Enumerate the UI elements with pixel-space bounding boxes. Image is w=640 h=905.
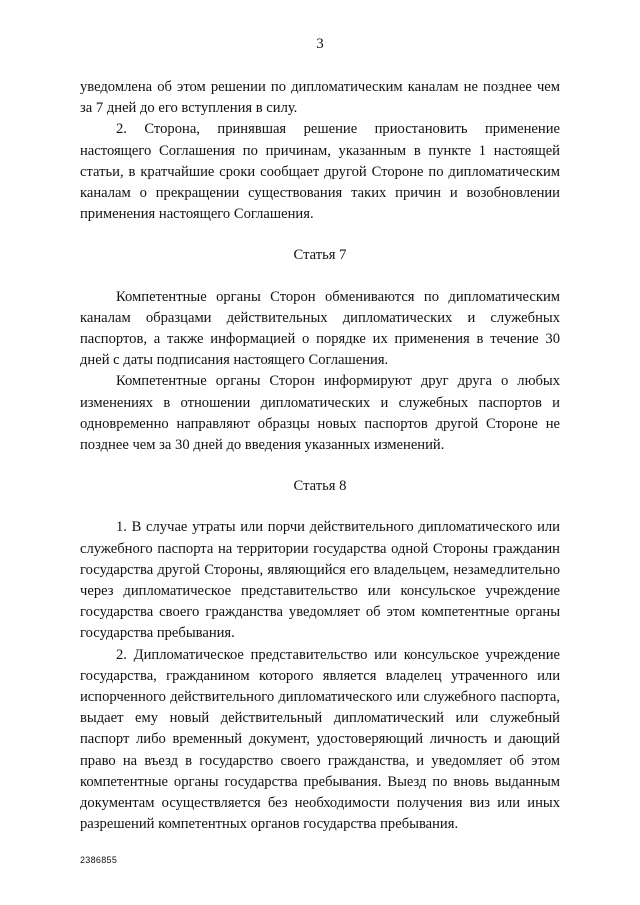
document-code: 2386855 [80, 855, 118, 865]
article-8-point-2: 2. Дипломатическое представительство или консульское учреждение государства, гражданином которого является владелец утраченного или испорченного действительного дипломатического или служебного паспорта, выдает ему новый действительный дипломатический или служебный паспорт либо временный документ, удостоверяющий личность и дающий право на въезд в государство своего гражданства, и уведомляет об этом компетентные органы государства пребывания. Выезд по вновь выданным документам осуществляется без необходимости получения виз или иных разрешений компетентных органов государства пребывания. [80, 646, 560, 833]
article-7-heading: Статья 7 [293, 247, 347, 264]
page-number: 3 [316, 36, 324, 52]
paragraph-article6-point2: 2. Сторона, принявшая решение приостановить применение настоящего Соглашения по причинам, указанным в пункте 1 настоящей статьи, в кратчайшие сроки сообщает другой Стороне по дипломатическим каналам о прекращении существования таких причин и возобновлении применения настоящего Соглашения. [80, 121, 560, 223]
document-body [80, 77, 560, 836]
article-8-heading: Статья 8 [293, 478, 347, 495]
paragraph-continuation: уведомлена об этом решении по дипломатическим каналам не позднее чем за 7 дней до его вступления в силу. [80, 79, 560, 117]
article-7-paragraph-2: Компетентные органы Сторон информируют друг друга о любых изменениях в отношении дипломатических и служебных паспортов и одновременно направляют образцы новых паспортов другой Стороне не позднее чем за 30 дней до введения указанных изменений. [80, 373, 560, 454]
article-7-paragraph-1: Компетентные органы Сторон обмениваются по дипломатическим каналам образцами действительных дипломатических и служебных паспортов, а также информацией о порядке их применения в течение 30 дней с даты подписания настоящего Соглашения. [80, 288, 560, 369]
article-8-point-1: 1. В случае утраты или порчи действительного дипломатического или служебного паспорта на территории государства одной Стороны гражданин государства другой Стороны, являющийся его владельцем, незамедлительно через дипломатическое представительство или консульское учреждение государства своего гражданства уведомляет об этом компетентные органы государства пребывания. [80, 519, 560, 642]
